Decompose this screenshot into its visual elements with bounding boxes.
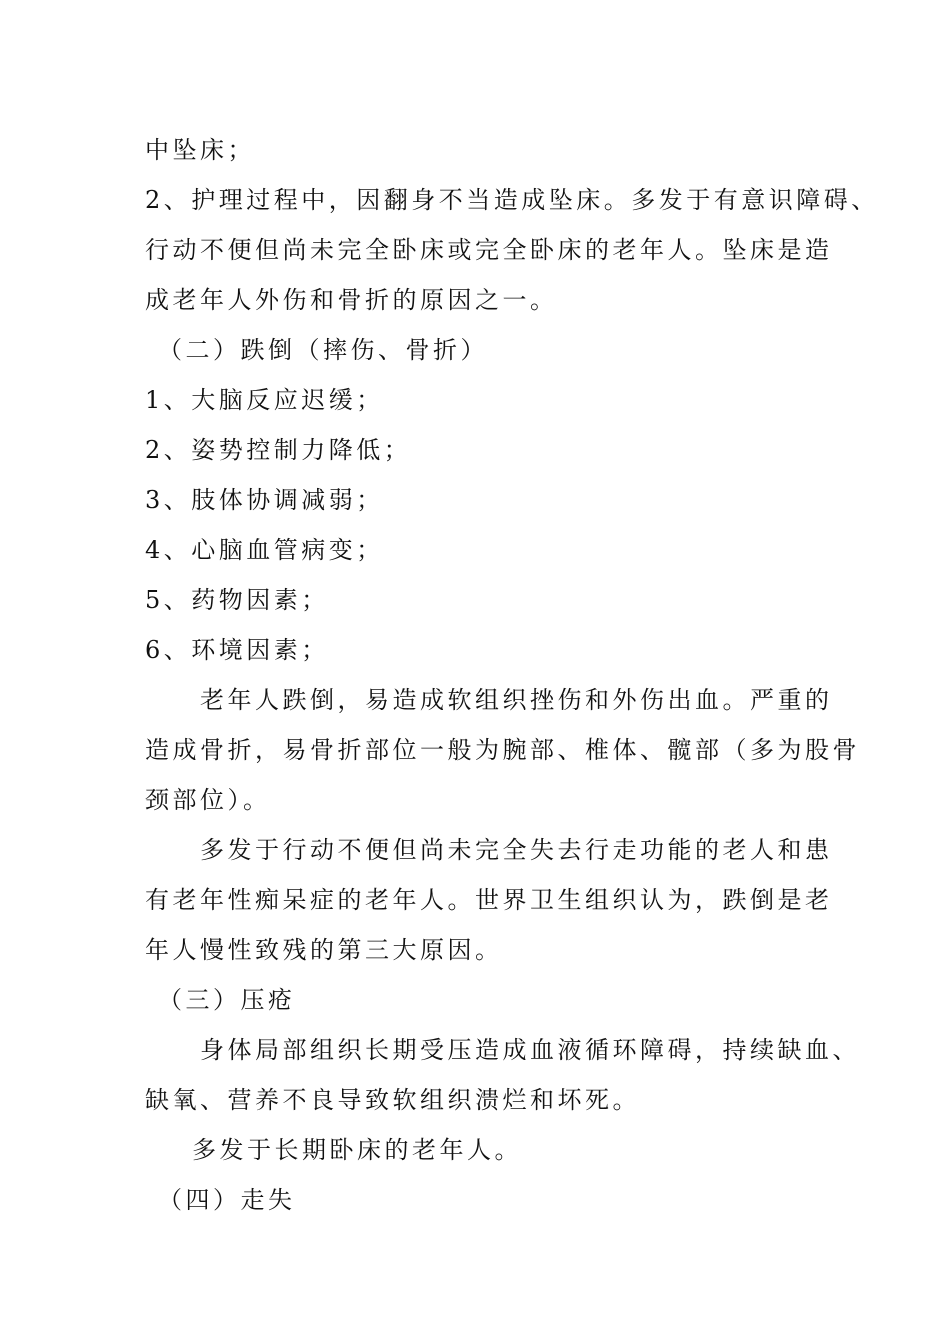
- paragraph-line: 老年人跌倒，易造成软组织挫伤和外伤出血。严重的: [200, 686, 833, 714]
- text-line: 行动不便但尚未完全卧床或完全卧床的老年人。坠床是造: [145, 236, 833, 264]
- list-item: 6、环境因素；: [145, 636, 329, 664]
- list-item: 3、肢体协调减弱；: [145, 486, 384, 514]
- paragraph-line: 身体局部组织长期受压造成血液循环障碍，持续缺血、: [200, 1036, 860, 1064]
- text-line: 2、护理过程中，因翻身不当造成坠床。多发于有意识障碍、: [145, 186, 879, 214]
- paragraph-line: 有老年性痴呆症的老年人。世界卫生组织认为，跌倒是老: [145, 886, 833, 914]
- paragraph-line: 多发于长期卧床的老年人。: [192, 1136, 522, 1164]
- section-heading: （二）跌倒（摔伤、骨折）: [158, 336, 488, 364]
- list-item: 1、大脑反应迟缓；: [145, 386, 384, 414]
- paragraph-line: 多发于行动不便但尚未完全失去行走功能的老人和患: [200, 836, 833, 864]
- text-line: 成老年人外伤和骨折的原因之一。: [145, 286, 558, 314]
- paragraph-line: 造成骨折，易骨折部位一般为腕部、椎体、髋部（多为股骨: [145, 736, 860, 764]
- paragraph-line: 颈部位）。: [145, 786, 271, 814]
- section-heading: （四）走失: [158, 1186, 296, 1214]
- section-heading: （三）压疮: [158, 986, 296, 1014]
- text-line: 中坠床；: [145, 136, 255, 164]
- paragraph-line: 缺氧、营养不良导致软组织溃烂和坏死。: [145, 1086, 640, 1114]
- list-item: 4、心脑血管病变；: [145, 536, 384, 564]
- list-item: 5、药物因素；: [145, 586, 329, 614]
- list-item: 2、姿势控制力降低；: [145, 436, 412, 464]
- paragraph-line: 年人慢性致残的第三大原因。: [145, 936, 503, 964]
